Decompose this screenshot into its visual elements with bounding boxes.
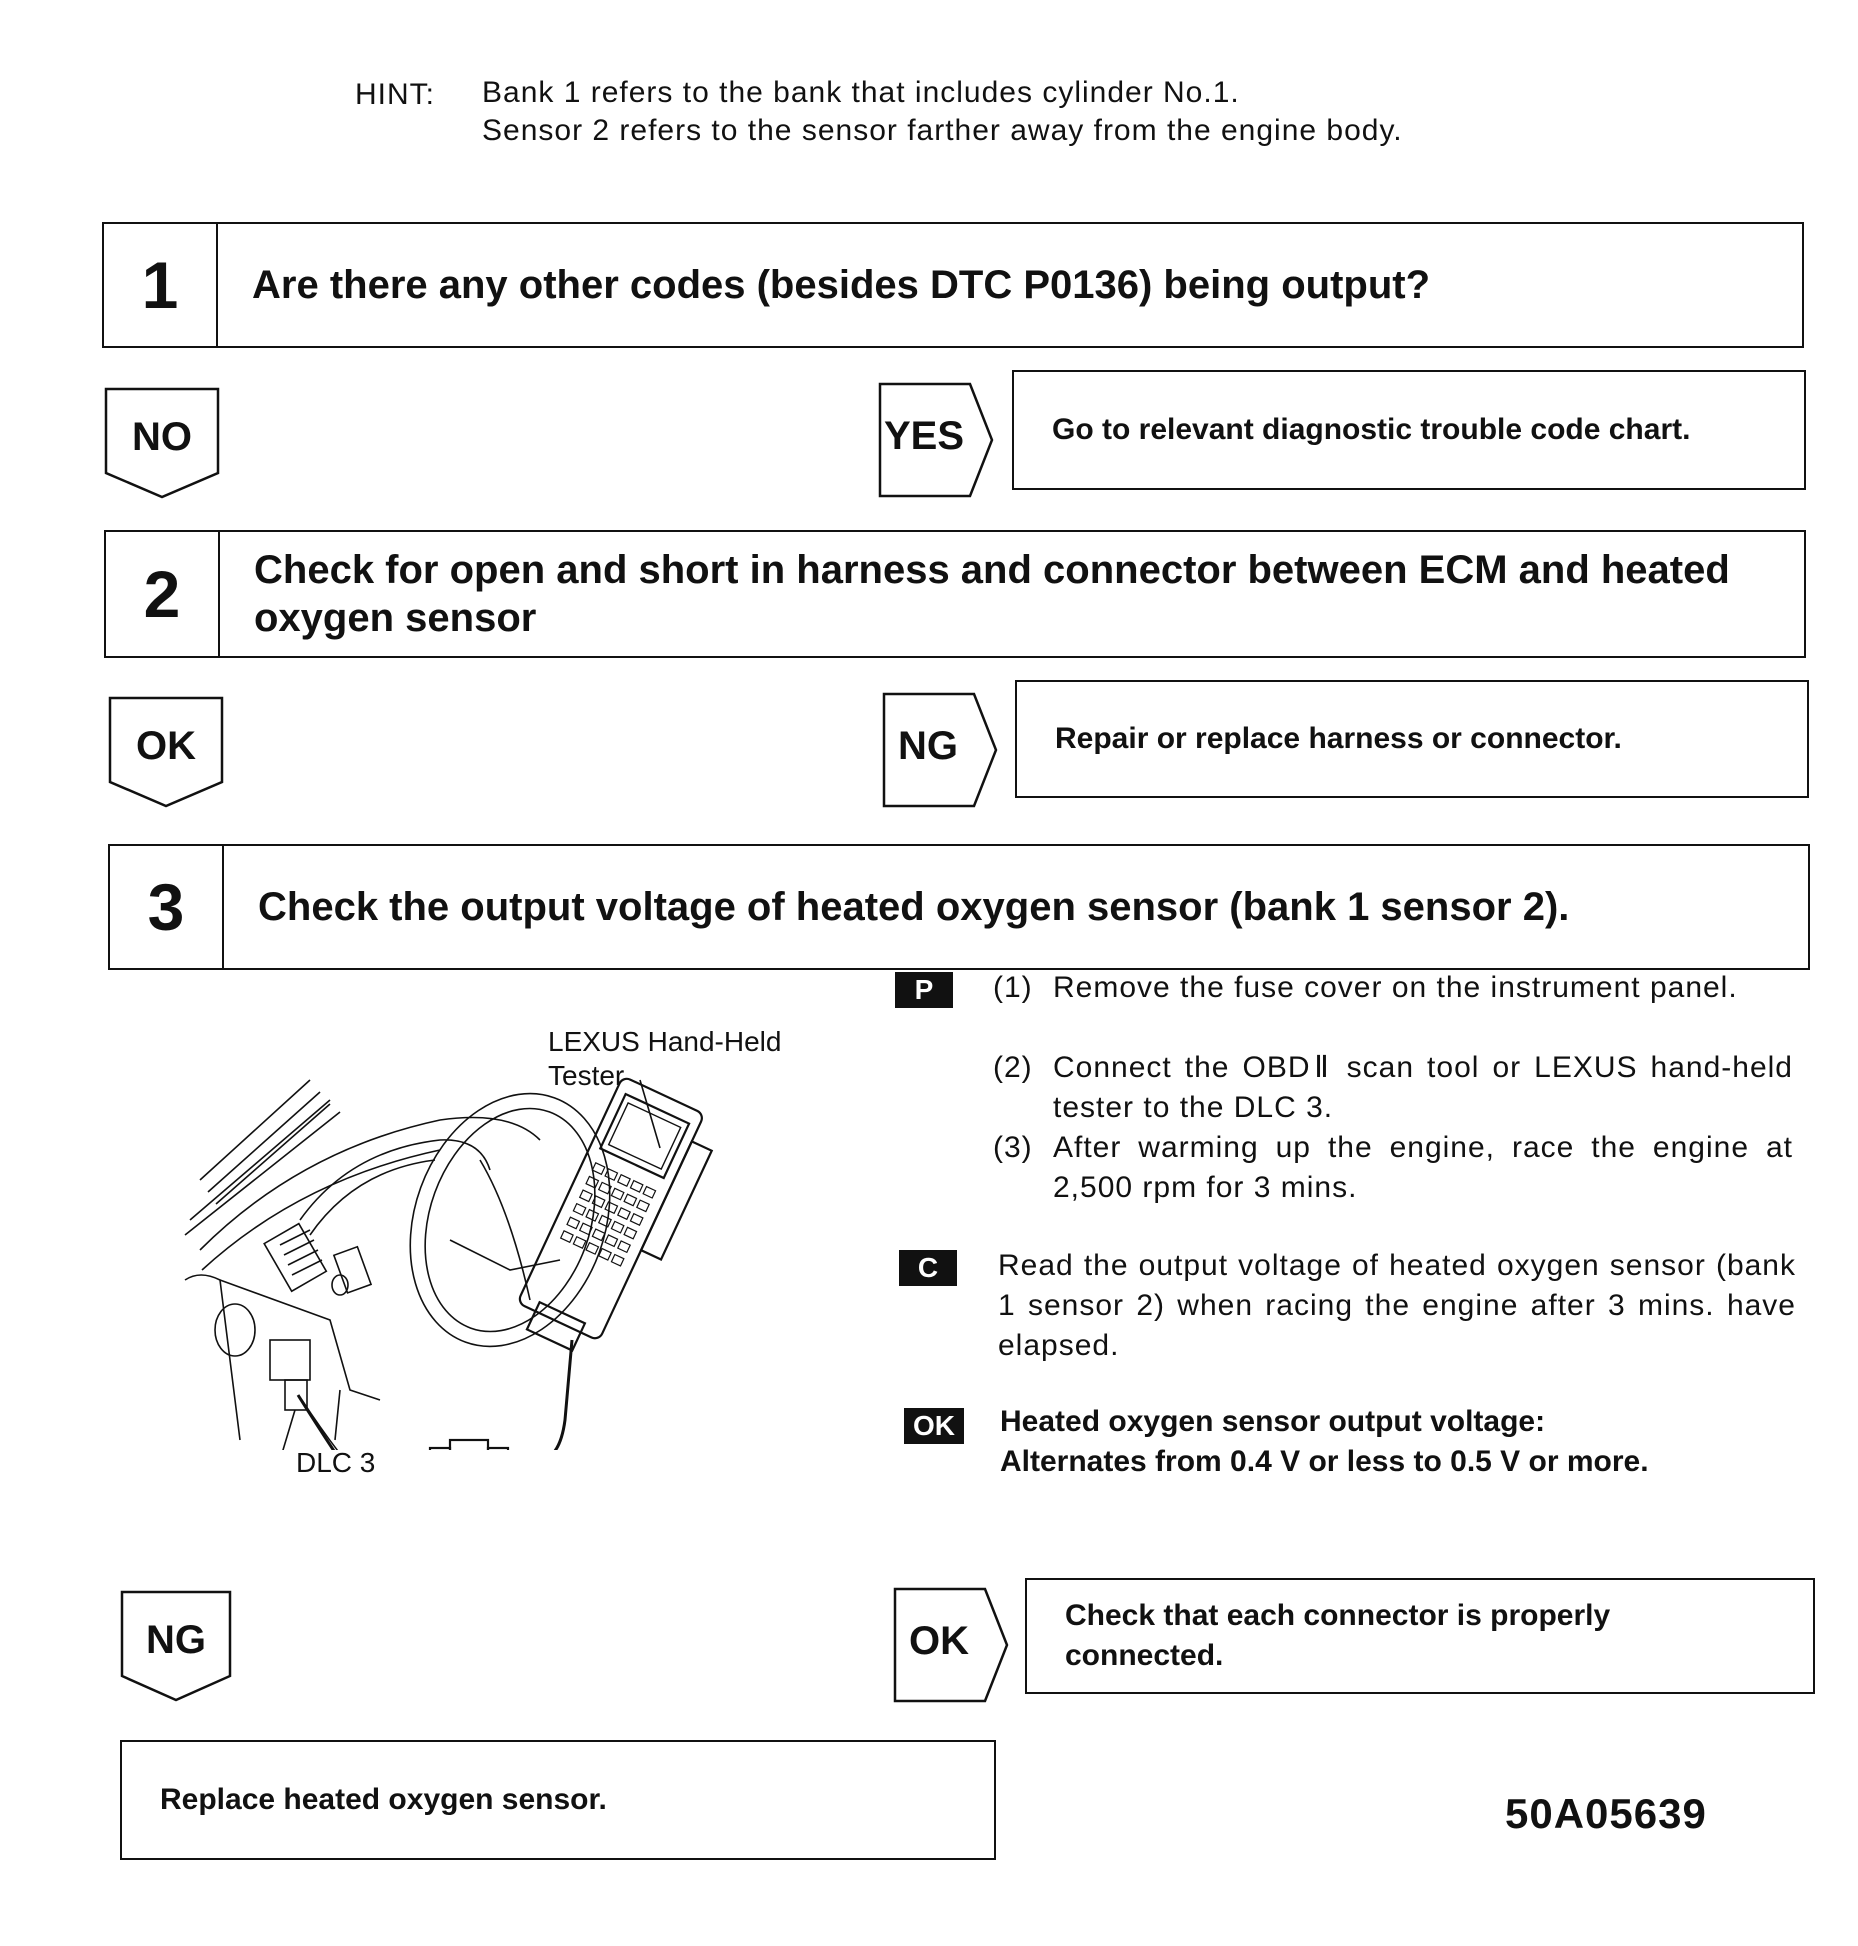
step-1-title: Are there any other codes (besides DTC P0136) being output? <box>252 263 1431 307</box>
step-3-ng-tag <box>120 1590 232 1702</box>
step-2-ng-result: Repair or replace harness or connector. <box>1015 680 1809 798</box>
step-1-yes-tag <box>878 382 994 498</box>
step-1-no-tag <box>104 387 220 499</box>
step-2-ng-tag <box>882 692 998 808</box>
step-3-ok-result: Check that each connector is properly connected. <box>1025 1578 1815 1694</box>
step-2-ok-tag <box>108 696 224 808</box>
prep-step-3-text: After warming up the engine, race the engine at 2,500 rpm for 3 mins. <box>1053 1131 1793 1204</box>
step-3-box <box>108 844 1810 970</box>
step-2-title: Check for open and short in harness and connector between ECM and heated oxygen sensor <box>254 548 1730 640</box>
document-id: 50A05639 <box>1505 1790 1707 1837</box>
tester-label-line-1: LEXUS Hand-Held <box>548 1026 782 1057</box>
hint-line-1: Bank 1 refers to the bank that includes cylinder No.1. <box>482 76 1240 109</box>
check-text-body: Read the output voltage of heated oxygen sensor (bank 1 sensor 2) when racing the engine after 3 mins. have elapsed. <box>998 1249 1796 1362</box>
handheld-tester-drawing <box>509 1076 725 1368</box>
check-text <box>998 1246 1796 1366</box>
step-3-ok-label: OK <box>909 1619 969 1663</box>
prep-step-2 <box>993 1048 1793 1128</box>
dlc-label: DLC 3 <box>296 1447 376 1478</box>
dlc-tester-illustration <box>180 1020 820 1450</box>
check-badge: C <box>899 1250 957 1286</box>
step-2-box <box>104 530 1806 658</box>
step-3-ng-result: Replace heated oxygen sensor. <box>120 1740 996 1860</box>
step-2-number: 2 <box>106 532 220 656</box>
prep-step-1-text: Remove the fuse cover on the instrument panel. <box>1053 971 1738 1004</box>
prep-step-2-num: (2) <box>993 1051 1033 1084</box>
step-2-ok-label: OK <box>136 724 196 768</box>
step-3-ng-label: NG <box>146 1618 206 1662</box>
hint-line-2: Sensor 2 refers to the sensor farther away from the engine body. <box>482 114 1403 147</box>
step-3-title: Check the output voltage of heated oxygen sensor (bank 1 sensor 2). <box>258 885 1570 929</box>
prep-step-3 <box>993 1128 1793 1208</box>
step-1-number: 1 <box>104 224 218 346</box>
cable-adapter-drawing <box>430 1440 508 1450</box>
step-3-number: 3 <box>110 846 224 968</box>
prep-step-1-num: (1) <box>993 971 1033 1004</box>
step-1-yes-result: Go to relevant diagnostic trouble code chart. <box>1012 370 1806 490</box>
dashboard-drawing <box>185 1065 644 1450</box>
step-1-box <box>102 222 1804 348</box>
step-2-ng-label: NG <box>898 724 958 768</box>
ok-badge: OK <box>904 1408 964 1444</box>
step-1-yes-label: YES <box>883 414 965 458</box>
prep-step-3-num: (3) <box>993 1131 1033 1164</box>
prep-step-1 <box>993 968 1793 1008</box>
prep-step-2-text: Connect the OBDⅡ scan tool or LEXUS hand-held tester to the DLC 3. <box>1053 1051 1793 1124</box>
step-3-ok-tag <box>893 1587 1009 1703</box>
hint-label: HINT: <box>355 78 435 111</box>
step-1-no-label: NO <box>132 415 192 459</box>
ok-spec-line-2: Alternates from 0.4 V or less to 0.5 V or more. <box>1000 1445 1649 1478</box>
tester-label-line-2: Tester <box>548 1060 625 1091</box>
ok-spec-line-1: Heated oxygen sensor output voltage: <box>1000 1405 1546 1438</box>
prep-badge: P <box>895 972 953 1008</box>
